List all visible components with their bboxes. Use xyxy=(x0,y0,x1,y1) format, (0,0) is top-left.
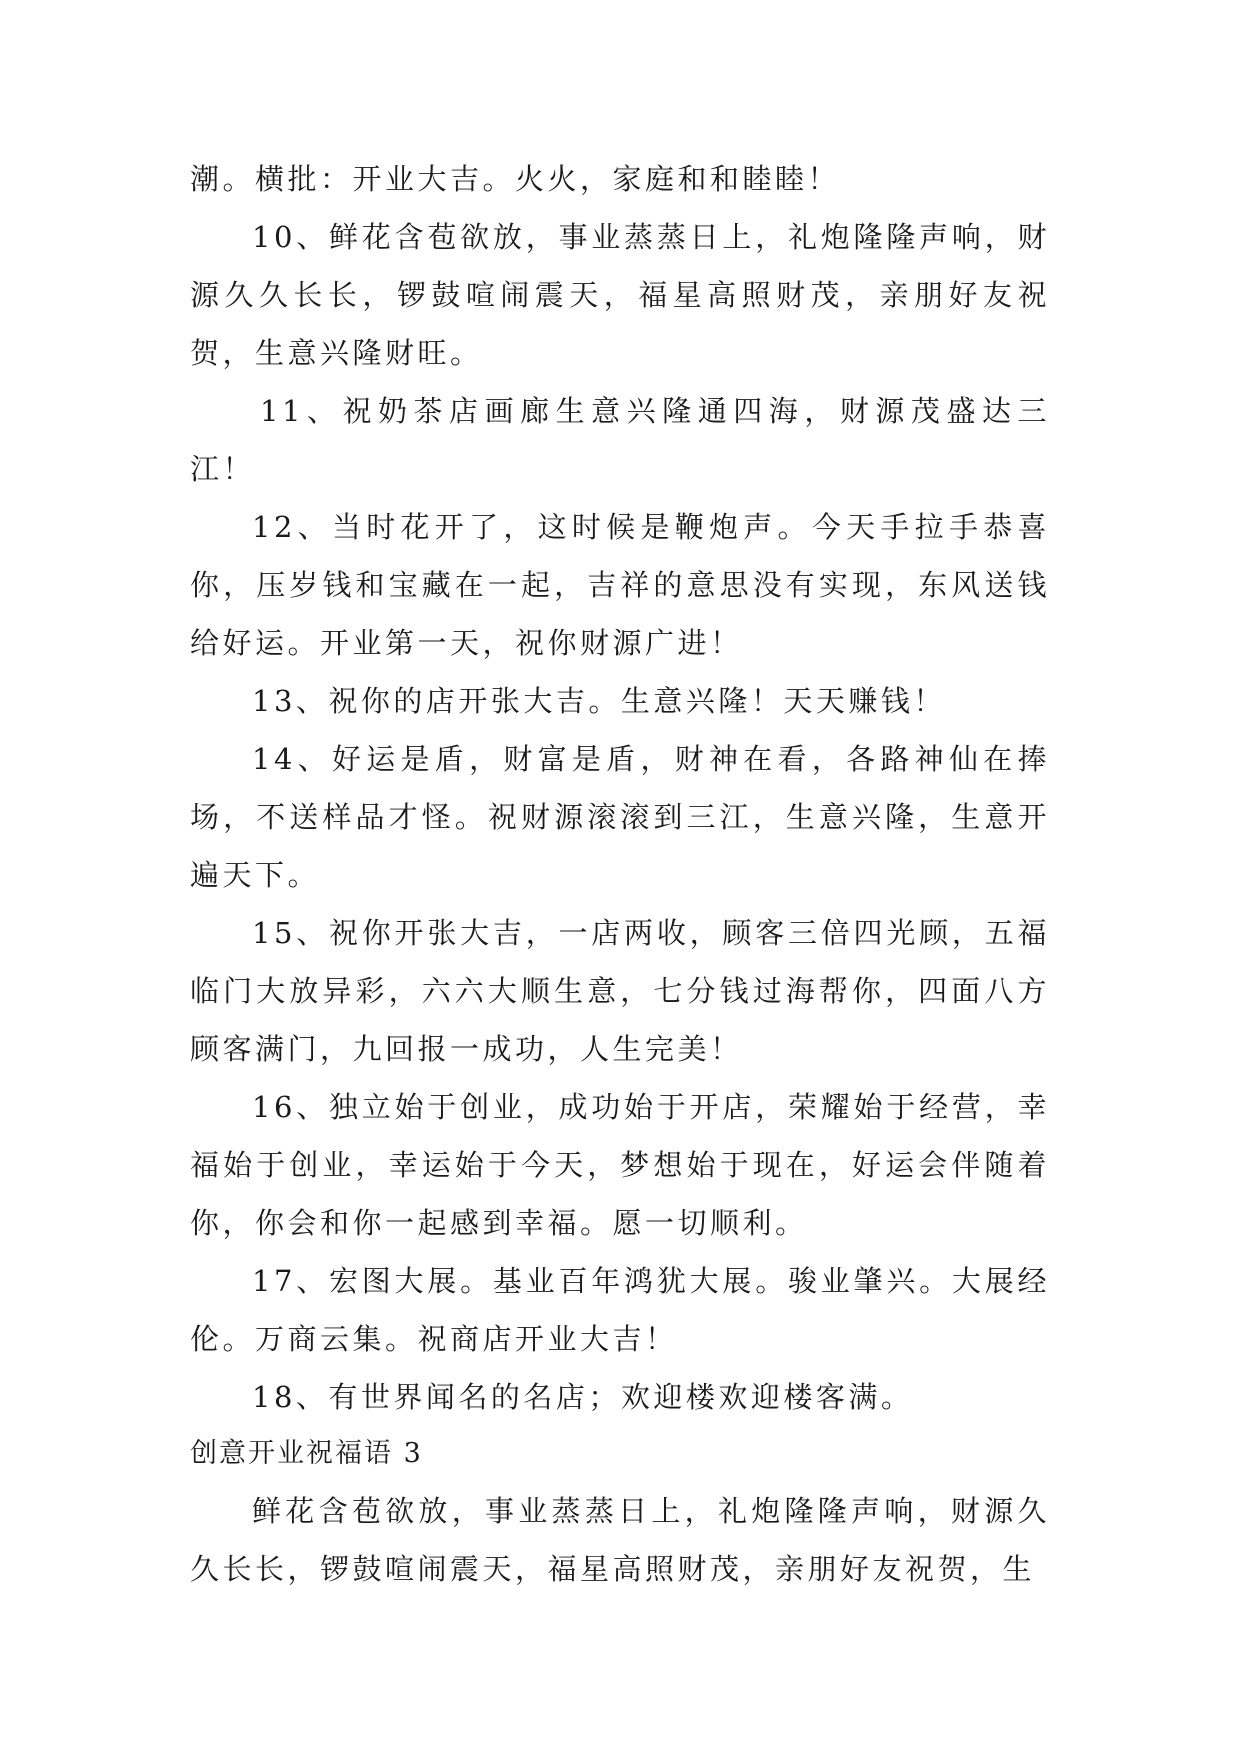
paragraph-item-16: 16、独立始于创业，成功始于开店，荣耀始于经营，幸福始于创业，幸运始于今天，梦想始于现在，好运会伴随着你，你会和你一起感到幸福。愿一切顺利。 xyxy=(190,1090,1050,1240)
paragraph-item-13: 13、祝你的店开张大吉。生意兴隆！天天赚钱！ xyxy=(252,684,946,718)
paragraph-item-10: 10、鲜花含苞欲放，事业蒸蒸日上，礼炮隆隆声响，财源久久长长，锣鼓喧闹震天，福星高照财茂，亲朋好友祝贺，生意兴隆财旺。 xyxy=(190,220,1050,370)
paragraph-item-15: 15、祝你开张大吉，一店两收，顾客三倍四光顾，五福临门大放异彩，六六大顺生意，七分钱过海帮你，四面八方顾客满门，九回报一成功，人生完美！ xyxy=(190,916,1050,1066)
paragraph-final: 鲜花含苞欲放，事业蒸蒸日上，礼炮隆隆声响，财源久久长长，锣鼓喧闹震天，福星高照财茂，亲朋好友祝贺，生 xyxy=(190,1494,1050,1586)
paragraph-item-14: 14、好运是盾，财富是盾，财神在看，各路神仙在捧场，不送样品才怪。祝财源滚滚到三江，生意兴隆，生意开遍天下。 xyxy=(190,742,1050,892)
paragraph-continuation: 潮。横批：开业大吉。火火，家庭和和睦睦！ xyxy=(190,162,841,196)
paragraph-item-18: 18、有世界闻名的名店；欢迎楼欢迎楼客满。 xyxy=(252,1380,914,1414)
section-heading: 创意开业祝福语 3 xyxy=(190,1438,423,1469)
paragraph-item-12: 12、当时花开了，这时候是鞭炮声。今天手拉手恭喜你，压岁钱和宝藏在一起，吉祥的意思没有实现，东风送钱给好运。开业第一天，祝你财源广进！ xyxy=(190,510,1050,660)
paragraph-item-11: 11、祝奶茶店画廊生意兴隆通四海，财源茂盛达三江！ xyxy=(190,394,1050,486)
document-body xyxy=(190,150,1050,1598)
paragraph-item-17: 17、宏图大展。基业百年鸿犹大展。骏业肇兴。大展经伦。万商云集。祝商店开业大吉！ xyxy=(190,1264,1050,1356)
